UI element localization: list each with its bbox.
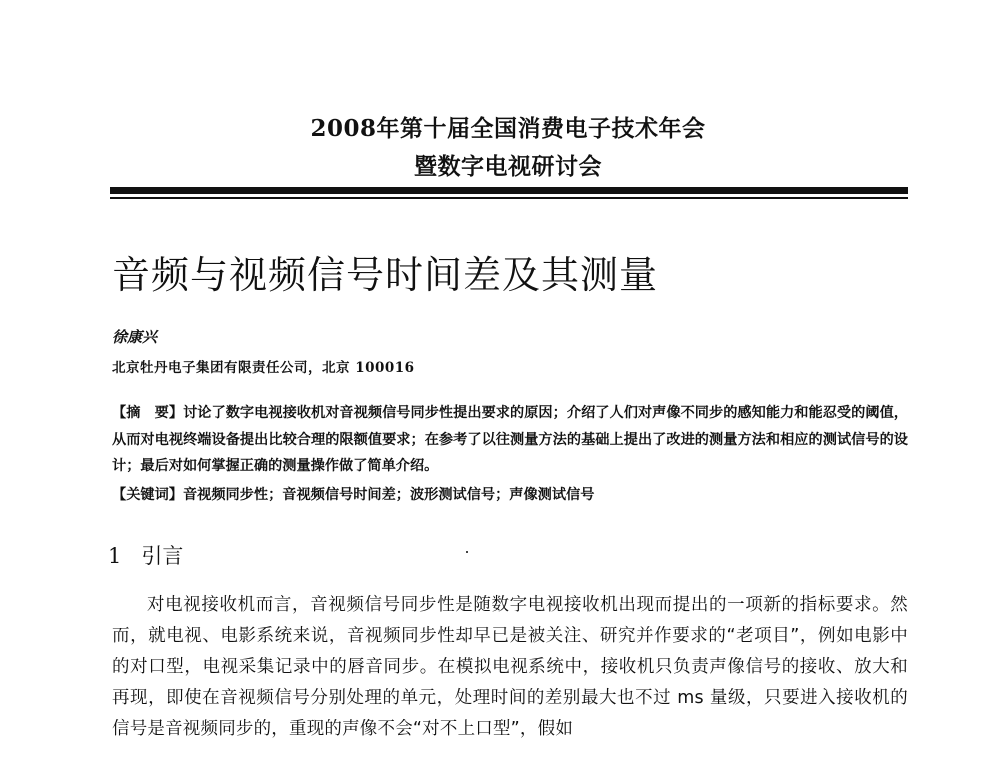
- speck-mark: [466, 551, 468, 553]
- section-heading: [108, 541, 183, 571]
- author-name: 徐康兴: [112, 328, 158, 346]
- author-affiliation: 北京牡丹电子集团有限责任公司，北京 100016: [112, 360, 415, 376]
- header-rule-thin: [110, 197, 908, 199]
- abstract-text: 讨论了数字电视接收机对音视频信号同步性提出要求的原因；介绍了人们对声像不同步的感知能力和能忍受的阈值，从而对电视终端设备提出比较合理的限额值要求；在参考了以往测量方法的基础上提出了改进的测量方法和相应的测试信号的设计；最后对如何掌握正确的测量操作做了简单介绍。: [112, 405, 908, 474]
- header-rule-thick: [110, 187, 908, 194]
- body-paragraph: 对电视接收机而言，音视频信号同步性是随数字电视接收机出现而提出的一项新的指标要求。然而，就电视、电影系统来说，音视频同步性却早已是被关注、研究并作要求的“老项目”，例如电影中的对口型，电视采集记录中的唇音同步。在模拟电视系统中，接收机只负责声像信号的接收、放大和再现，即使在音视频信号分别处理的单元，处理时间的差别最大也不过 ms 量级，只要进入接收机的信号是音视频同步的，重现的声像不会“对不上口型”，假如: [112, 595, 908, 739]
- abstract: [112, 400, 908, 480]
- keywords-text: 音视频同步性；音视频信号时间差；波形测试信号；声像测试信号: [182, 487, 595, 503]
- abstract-label: 【摘 要】: [112, 405, 184, 421]
- conference-header: [0, 110, 1000, 186]
- conference-title-line2: 暨数字电视研讨会: [414, 153, 602, 180]
- keywords: [112, 482, 908, 508]
- section-title: 引言: [141, 544, 184, 568]
- conference-title-line1: 2008年第十届全国消费电子技术年会: [310, 115, 706, 142]
- keywords-label: 【关键词】: [112, 487, 183, 503]
- section-number: 1: [108, 544, 122, 568]
- paper-title: 音频与视频信号时间差及其测量: [112, 253, 659, 297]
